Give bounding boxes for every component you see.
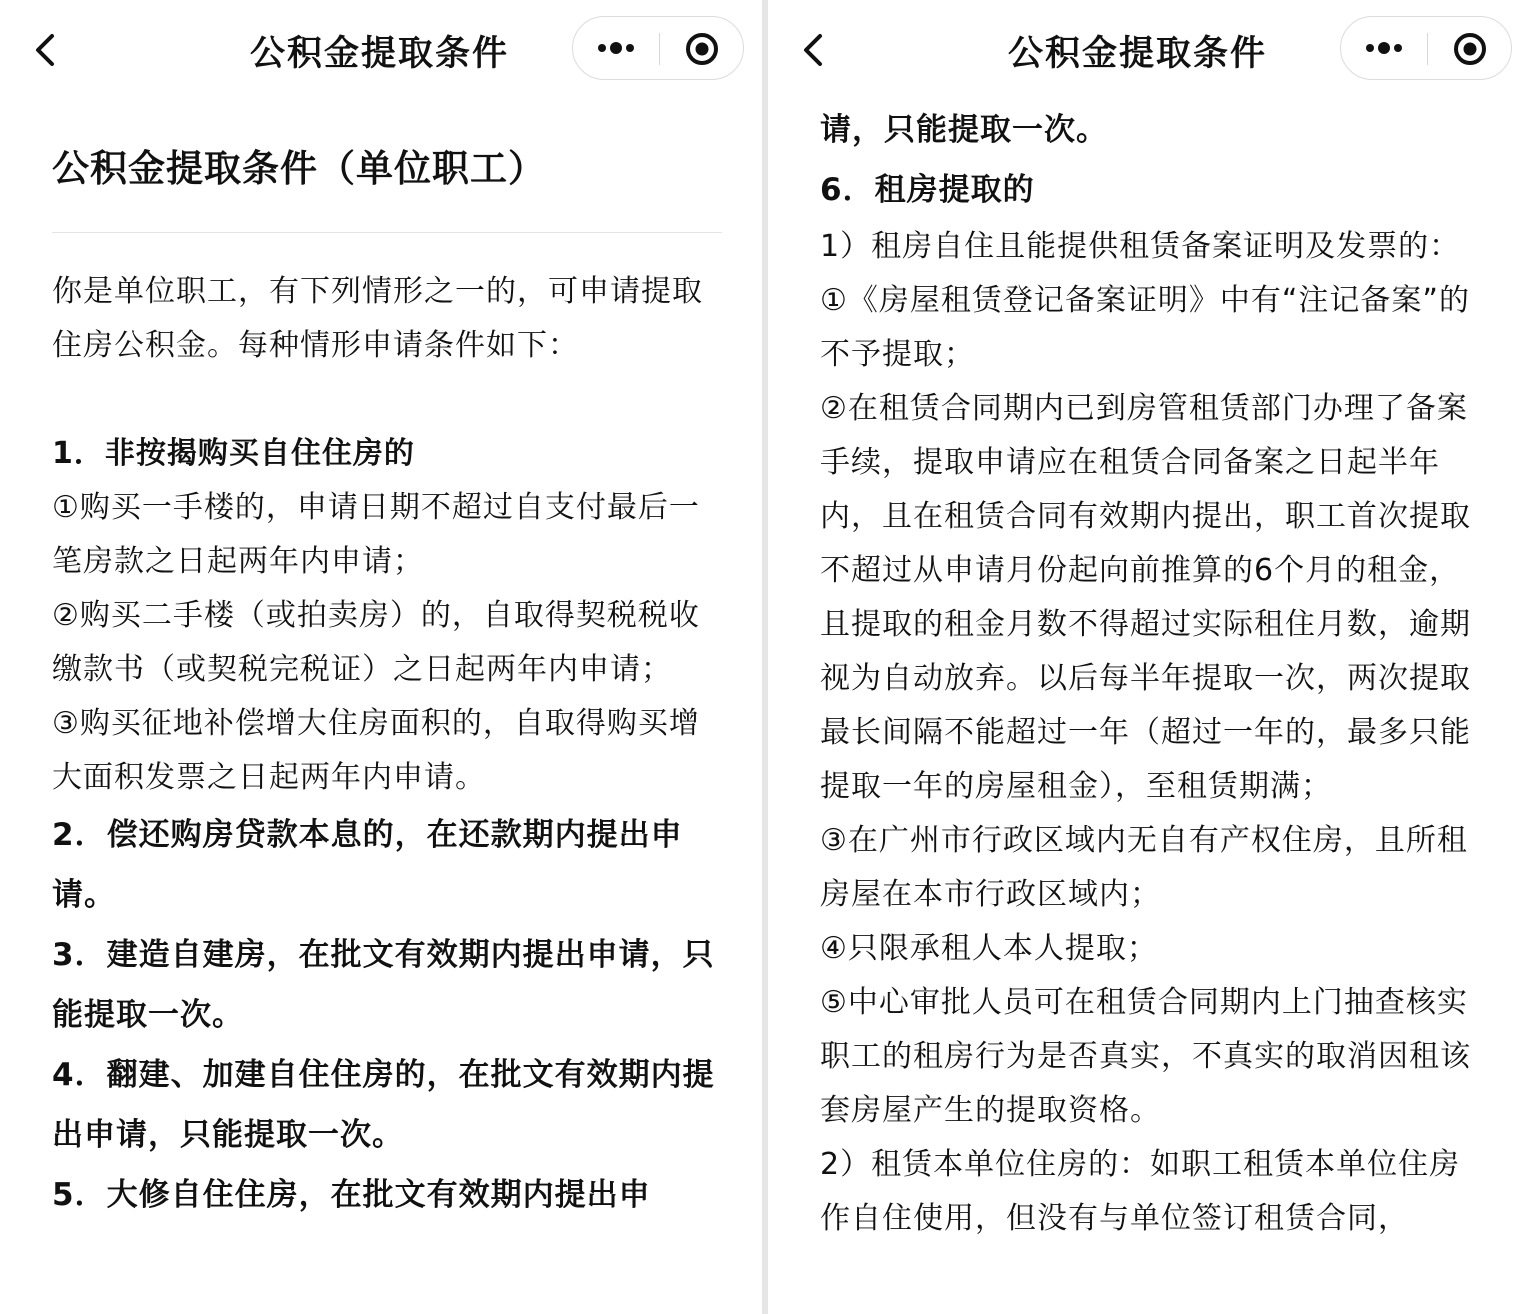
back-button[interactable] [794, 30, 834, 70]
article-content [52, 140, 722, 1225]
page-title: 公积金提取条件（单位职工） [52, 147, 546, 190]
more-button[interactable] [573, 17, 659, 79]
target-circle-icon [684, 31, 720, 67]
more-button[interactable] [1341, 17, 1427, 79]
section-1-title: 1．非按揭购买自住住房的 [52, 436, 415, 471]
capsule-menu [572, 16, 744, 80]
right-screen [768, 0, 1530, 1314]
section-6-item-2: ②在租赁合同期内已到房管租赁部门办理了备案手续，提取申请应在租赁合同备案之日起半年内，且在租赁合同有效期内提出，职工首次提取不超过从申请月份起向前推算的6个月的租金，且提取的租金月数不得超过实际租住月数，逾期视为自动放弃。以后每半年提取一次，两次提取最长间隔不能超过一年（超过一年的，最多只能提取一年的房屋租金），至租赁期满； [820, 391, 1471, 804]
back-button[interactable] [26, 30, 66, 70]
section-4: 4．翻建、加建自住住房的，在批文有效期内提出申请，只能提取一次。 [52, 1057, 715, 1153]
nav-bar [0, 0, 762, 98]
section-1-item-2: ②购买二手楼（或拍卖房）的，自取得契税税收缴款书（或契税完税证）之日起两年内申请； [52, 598, 700, 687]
intro-text: 你是单位职工，有下列情形之一的，可申请提取住房公积金。每种情形申请条件如下： [52, 274, 703, 363]
chevron-left-icon [26, 30, 66, 70]
section-5-end: 请，只能提取一次。 [820, 112, 1108, 148]
section-6-sub-1: 1）租房自住且能提供租赁备案证明及发票的： [820, 229, 1461, 264]
section-6-item-5: ⑤中心审批人员可在租赁合同期内上门抽查核实职工的租房行为是否真实，不真实的取消因租该套房屋产生的提取资格。 [820, 985, 1471, 1128]
section-1-item-3: ③购买征地补偿增大住房面积的，自取得购买增大面积发票之日起两年内申请。 [52, 706, 700, 795]
section-6-item-1: ①《房屋租赁登记备案证明》中有“注记备案”的不予提取； [820, 283, 1470, 372]
more-dots-icon [1365, 38, 1403, 58]
close-miniprogram-button[interactable] [1428, 17, 1512, 79]
capsule-menu [1340, 16, 1512, 80]
title-divider [52, 232, 722, 233]
target-circle-icon [1452, 31, 1488, 67]
section-6-item-4: ④只限承租人本人提取； [820, 931, 1158, 966]
left-screen [0, 0, 762, 1314]
section-1-item-1: ①购买一手楼的，申请日期不超过自支付最后一笔房款之日起两年内申请； [52, 490, 700, 579]
section-2: 2．偿还购房贷款本息的，在还款期内提出申请。 [52, 817, 683, 913]
close-miniprogram-button[interactable] [660, 17, 744, 79]
section-3: 3．建造自建房，在批文有效期内提出申请，只能提取一次。 [52, 937, 715, 1033]
nav-bar [768, 0, 1530, 98]
section-5-start: 5．大修自住住房，在批文有效期内提出申 [52, 1177, 651, 1213]
section-6-title: 6．租房提取的 [820, 172, 1035, 208]
more-dots-icon [597, 38, 635, 58]
nav-title: 公积金提取条件 [1008, 34, 1268, 74]
article-content [820, 100, 1480, 1246]
section-6-item-3: ③在广州市行政区域内无自有产权住房，且所租房屋在本市行政区域内； [820, 823, 1468, 912]
nav-title: 公积金提取条件 [250, 34, 510, 74]
chevron-left-icon [794, 30, 834, 70]
section-6-sub-2: 2）租赁本单位住房的：如职工租赁本单位住房作自住使用，但没有与单位签订租赁合同， [820, 1147, 1461, 1236]
